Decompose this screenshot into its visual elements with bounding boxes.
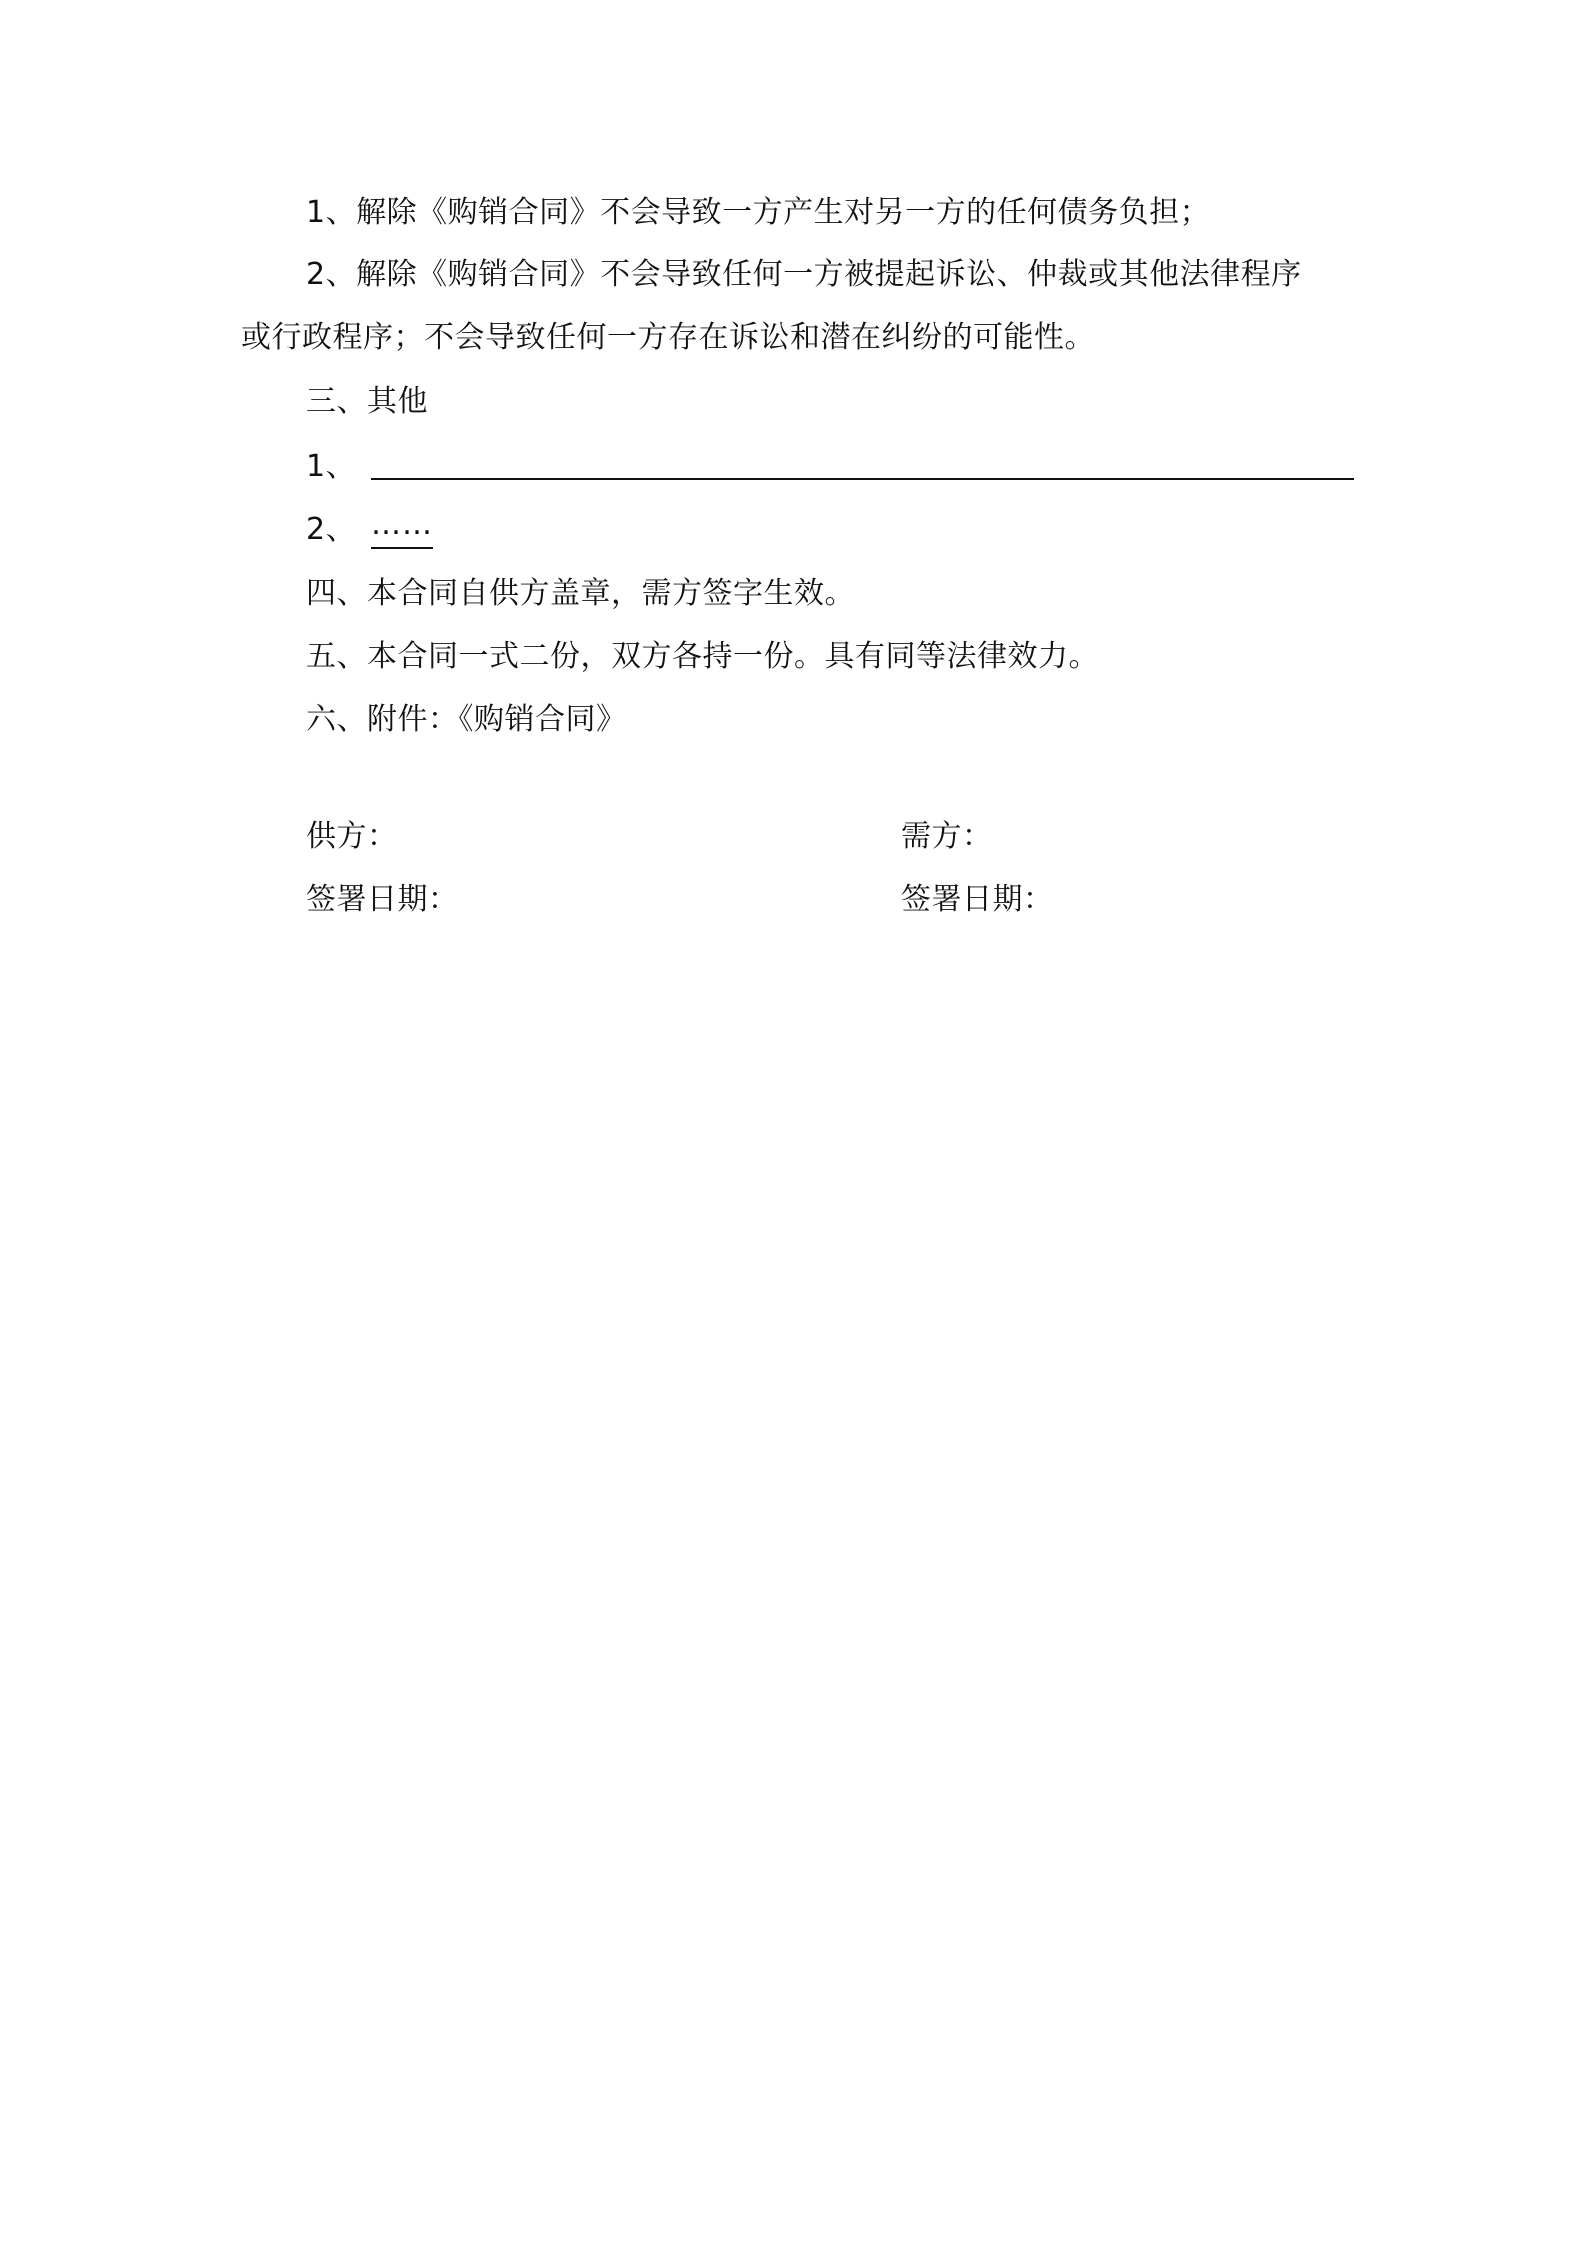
section-6: 六、附件：《购销合同》 — [306, 702, 627, 737]
section-4: 四、本合同自供方盖章，需方签字生效。 — [306, 576, 855, 611]
buyer-label: 需方： — [901, 819, 993, 854]
supplier-label: 供方： — [306, 819, 398, 854]
clause-1: 1、解除《购销合同》不会导致一方产生对另一方的任何债务负担； — [306, 195, 1211, 230]
buyer-date-label: 签署日期： — [901, 882, 1054, 917]
section-3-item-1-label: 1、 — [306, 449, 357, 484]
clause-2-line-1: 2、解除《购销合同》不会导致任何一方被提起诉讼、仲裁或其他法律程序 — [306, 257, 1302, 292]
supplier-date-label: 签署日期： — [306, 882, 459, 917]
section-3-item-2-label: 2、 — [306, 512, 357, 547]
clause-2-line-2: 或行政程序；不会导致任何一方存在诉讼和潜在纠纷的可能性。 — [241, 320, 1095, 355]
fill-in-blank-line — [371, 478, 1354, 480]
section-5: 五、本合同一式二份，双方各持一份。具有同等法律效力。 — [306, 639, 1099, 674]
section-3-heading: 三、其他 — [306, 384, 428, 419]
section-3-item-2-ellipsis: …… — [371, 505, 433, 549]
